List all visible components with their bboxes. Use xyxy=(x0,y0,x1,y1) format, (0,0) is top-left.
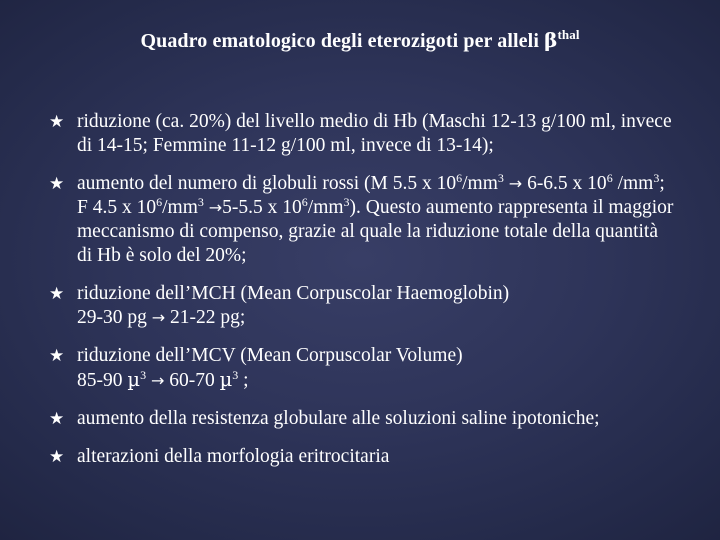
bullet-item-mch xyxy=(48,282,678,330)
title-text: Quadro ematologico degli eterozigoti per alleli xyxy=(140,30,545,52)
star-icon: ★ xyxy=(49,447,65,467)
arrow-right-icon: → xyxy=(208,198,223,217)
bullet-item-resistance xyxy=(48,407,678,431)
bullet-text: alterazioni della morfologia eritrocitaria xyxy=(77,446,390,467)
arrow-right-icon: → xyxy=(150,371,165,390)
star-icon: ★ xyxy=(49,174,65,194)
bullet-text: 5-5.5 x 10 xyxy=(222,197,302,218)
bullet-text: ). Questo aumento rappresenta il maggior meccanismo di compenso, grazie al quale la riduzione totale della quantità di Hb è solo del 20%; xyxy=(77,197,674,266)
superscript: 3 xyxy=(653,171,660,185)
title-superscript: thal xyxy=(557,27,580,42)
bullet-text: 6-6.5 x 10 xyxy=(522,173,607,194)
mu-symbol: µ xyxy=(219,368,233,391)
bullet-text: 21-22 pg; xyxy=(165,307,246,328)
bullet-text: /mm xyxy=(462,173,498,194)
bullet-text: ; F 4.5 x 10 xyxy=(77,173,665,218)
star-icon: ★ xyxy=(49,284,65,304)
star-icon: ★ xyxy=(49,409,65,429)
superscript: 3 xyxy=(343,195,350,209)
superscript: 6 xyxy=(301,195,308,209)
superscript: 3 xyxy=(197,195,204,209)
superscript: 6 xyxy=(456,171,463,185)
bullet-text: /mm xyxy=(307,197,344,218)
bullet-item-morphology xyxy=(48,445,678,469)
bullet-item-hb xyxy=(48,110,678,158)
superscript: 6 xyxy=(156,195,163,209)
bullet-text: /mm xyxy=(162,197,198,218)
bullet-text: aumento della resistenza globulare alle soluzioni saline ipotoniche; xyxy=(77,408,600,429)
bullet-text: ; xyxy=(238,370,249,391)
bullet-list xyxy=(48,110,678,483)
arrow-right-icon: → xyxy=(151,308,166,327)
bullet-item-rbc xyxy=(48,172,678,268)
superscript: 3 xyxy=(232,368,239,382)
slide-title xyxy=(0,26,720,55)
bullet-text: 60-70 xyxy=(164,370,220,391)
bullet-text: 85-90 xyxy=(77,370,128,391)
bullet-text: riduzione dell’MCV (Mean Corpuscolar Volume) xyxy=(77,345,463,366)
superscript: 3 xyxy=(140,368,147,382)
mu-symbol: µ xyxy=(127,368,141,391)
title-beta: β xyxy=(544,28,558,52)
bullet-item-mcv xyxy=(48,344,678,393)
arrow-right-icon: → xyxy=(508,174,523,193)
star-icon: ★ xyxy=(49,346,65,366)
bullet-text: riduzione dell’MCH (Mean Corpuscolar Haemoglobin) xyxy=(77,283,510,304)
bullet-text: /mm xyxy=(612,173,654,194)
star-icon: ★ xyxy=(49,112,65,132)
bullet-text: aumento del numero di globuli rossi (M 5.5 x 10 xyxy=(77,173,457,194)
superscript: 3 xyxy=(497,171,504,185)
bullet-text: 29-30 pg xyxy=(77,307,152,328)
superscript: 6 xyxy=(606,171,613,185)
bullet-text: riduzione (ca. 20%) del livello medio di Hb (Maschi 12-13 g/100 ml, invece di 14-15; Femmine 11-12 g/100 ml, invece di 13-14); xyxy=(77,111,672,156)
